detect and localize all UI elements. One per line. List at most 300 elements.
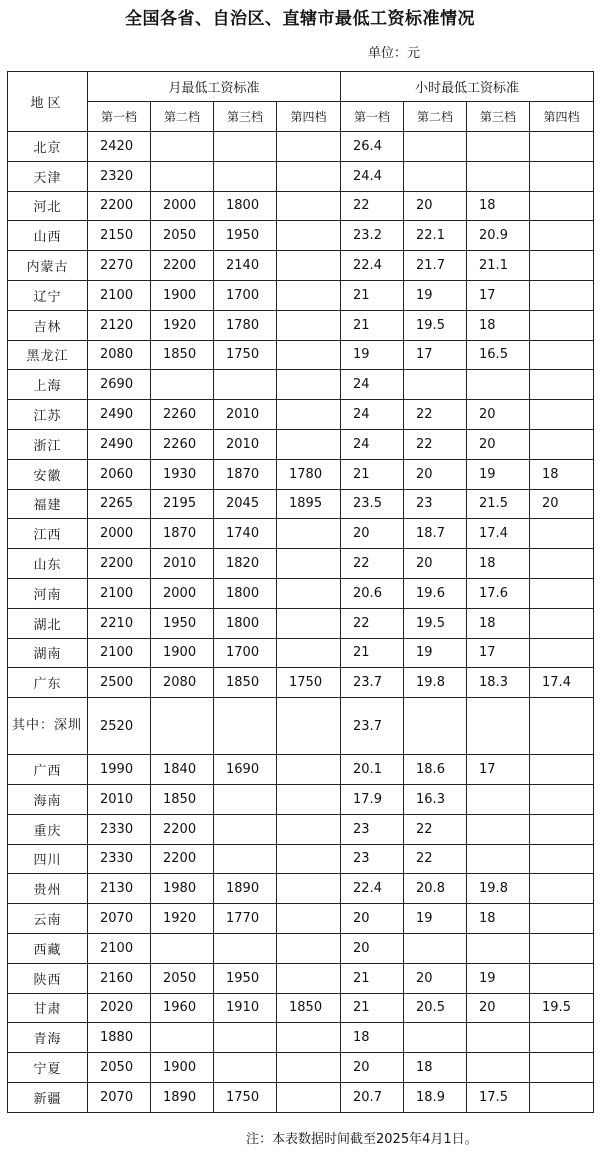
monthly-value-cell: 2000	[151, 191, 214, 221]
table-row	[8, 904, 594, 934]
monthly-value-cell	[277, 429, 341, 459]
hourly-value-cell: 22	[404, 844, 467, 874]
hourly-value-cell	[467, 844, 530, 874]
monthly-value-cell: 1700	[214, 638, 277, 668]
table-row	[8, 963, 594, 993]
monthly-value-cell: 2500	[88, 668, 151, 698]
hourly-value-cell	[530, 161, 594, 191]
monthly-value-cell: 2140	[214, 251, 277, 281]
hourly-value-cell	[467, 784, 530, 814]
hourly-value-cell: 19	[341, 340, 404, 370]
region-cell: 江苏	[8, 400, 88, 430]
hourly-value-cell: 23.7	[341, 668, 404, 698]
table-row	[8, 132, 594, 162]
hourly-value-cell: 19	[404, 280, 467, 310]
hourly-value-cell: 23.2	[341, 221, 404, 251]
monthly-value-cell: 1780	[214, 310, 277, 340]
monthly-value-cell: 1960	[151, 993, 214, 1023]
monthly-value-cell: 1950	[214, 963, 277, 993]
hourly-value-cell: 17.4	[530, 668, 594, 698]
hourly-value-cell	[530, 429, 594, 459]
monthly-value-cell: 1950	[214, 221, 277, 251]
table-body	[8, 132, 594, 1113]
header-region: 地区	[8, 72, 88, 132]
hourly-value-cell: 22	[404, 429, 467, 459]
region-cell: 重庆	[8, 814, 88, 844]
hourly-value-cell	[530, 755, 594, 785]
hourly-value-cell: 18.7	[404, 519, 467, 549]
monthly-value-cell	[277, 370, 341, 400]
hourly-value-cell: 20.8	[404, 874, 467, 904]
monthly-value-cell: 2690	[88, 370, 151, 400]
hourly-value-cell: 16.3	[404, 784, 467, 814]
monthly-value-cell	[277, 784, 341, 814]
region-cell: 河南	[8, 578, 88, 608]
hourly-value-cell: 17	[404, 340, 467, 370]
hourly-value-cell	[467, 1023, 530, 1053]
monthly-value-cell: 2200	[88, 549, 151, 579]
hourly-value-cell: 20	[404, 459, 467, 489]
monthly-value-cell	[214, 784, 277, 814]
region-cell: 山西	[8, 221, 88, 251]
monthly-value-cell	[277, 400, 341, 430]
hourly-value-cell	[530, 191, 594, 221]
monthly-value-cell: 1900	[151, 280, 214, 310]
monthly-value-cell	[214, 698, 277, 755]
monthly-value-cell: 2330	[88, 814, 151, 844]
monthly-value-cell: 1990	[88, 755, 151, 785]
monthly-value-cell: 2520	[88, 698, 151, 755]
monthly-value-cell: 2160	[88, 963, 151, 993]
monthly-value-cell: 2010	[214, 400, 277, 430]
hourly-value-cell: 18.3	[467, 668, 530, 698]
header-hourly-tier: 第一档	[341, 102, 404, 132]
hourly-value-cell	[404, 161, 467, 191]
region-cell: 宁夏	[8, 1053, 88, 1083]
monthly-value-cell: 1800	[214, 578, 277, 608]
monthly-value-cell: 1930	[151, 459, 214, 489]
monthly-value-cell	[277, 963, 341, 993]
monthly-value-cell: 2195	[151, 489, 214, 519]
monthly-value-cell: 1920	[151, 904, 214, 934]
hourly-value-cell: 17	[467, 755, 530, 785]
hourly-value-cell	[530, 221, 594, 251]
monthly-value-cell	[214, 1023, 277, 1053]
monthly-value-cell: 2130	[88, 874, 151, 904]
monthly-value-cell: 2070	[88, 1082, 151, 1112]
hourly-value-cell	[530, 578, 594, 608]
region-cell: 安徽	[8, 459, 88, 489]
hourly-value-cell	[404, 1023, 467, 1053]
hourly-value-cell: 23	[341, 844, 404, 874]
hourly-value-cell: 21	[341, 280, 404, 310]
monthly-value-cell: 1895	[277, 489, 341, 519]
hourly-value-cell: 21	[341, 459, 404, 489]
hourly-value-cell: 17.9	[341, 784, 404, 814]
hourly-value-cell	[530, 933, 594, 963]
footnote: 注：本表数据时间截至2025年4月1日。	[246, 1132, 478, 1147]
hourly-value-cell: 19	[467, 459, 530, 489]
hourly-value-cell: 22.4	[341, 874, 404, 904]
monthly-value-cell: 2045	[214, 489, 277, 519]
monthly-value-cell: 1870	[214, 459, 277, 489]
monthly-value-cell: 1900	[151, 1053, 214, 1083]
hourly-value-cell: 21.5	[467, 489, 530, 519]
region-cell: 江西	[8, 519, 88, 549]
hourly-value-cell: 20	[467, 993, 530, 1023]
monthly-value-cell	[277, 340, 341, 370]
table-row	[8, 221, 594, 251]
hourly-value-cell	[467, 132, 530, 162]
region-cell: 四川	[8, 844, 88, 874]
monthly-value-cell	[277, 191, 341, 221]
hourly-value-cell	[467, 161, 530, 191]
hourly-value-cell: 22.4	[341, 251, 404, 281]
table-row	[8, 161, 594, 191]
hourly-value-cell: 20.6	[341, 578, 404, 608]
hourly-value-cell: 19	[467, 963, 530, 993]
region-cell: 其中：深圳	[8, 698, 88, 755]
monthly-value-cell	[277, 1082, 341, 1112]
hourly-value-cell: 17.4	[467, 519, 530, 549]
monthly-value-cell: 1850	[151, 340, 214, 370]
hourly-value-cell	[530, 1023, 594, 1053]
hourly-value-cell	[530, 400, 594, 430]
hourly-value-cell: 18	[341, 1023, 404, 1053]
monthly-value-cell	[277, 933, 341, 963]
hourly-value-cell	[467, 1053, 530, 1083]
minimum-wage-table	[7, 71, 594, 1113]
monthly-value-cell	[277, 280, 341, 310]
monthly-value-cell	[277, 608, 341, 638]
hourly-value-cell: 20	[467, 400, 530, 430]
hourly-value-cell: 23.5	[341, 489, 404, 519]
hourly-value-cell	[530, 340, 594, 370]
monthly-value-cell: 1870	[151, 519, 214, 549]
table-row	[8, 784, 594, 814]
table-row	[8, 549, 594, 579]
monthly-value-cell: 2080	[151, 668, 214, 698]
header-hourly-tier: 第二档	[404, 102, 467, 132]
hourly-value-cell	[530, 638, 594, 668]
region-cell: 云南	[8, 904, 88, 934]
hourly-value-cell: 20.9	[467, 221, 530, 251]
monthly-value-cell: 1850	[214, 668, 277, 698]
hourly-value-cell: 18	[467, 191, 530, 221]
hourly-value-cell: 20	[341, 519, 404, 549]
monthly-value-cell: 2050	[151, 221, 214, 251]
hourly-value-cell	[530, 1053, 594, 1083]
table-row	[8, 370, 594, 400]
hourly-value-cell: 20	[341, 1053, 404, 1083]
hourly-value-cell: 18	[467, 549, 530, 579]
region-cell: 山东	[8, 549, 88, 579]
header-monthly-tier: 第二档	[151, 102, 214, 132]
monthly-value-cell	[151, 370, 214, 400]
hourly-value-cell	[530, 904, 594, 934]
hourly-value-cell: 20	[341, 933, 404, 963]
header-hourly-tier: 第三档	[467, 102, 530, 132]
hourly-value-cell: 19.8	[467, 874, 530, 904]
region-cell: 广西	[8, 755, 88, 785]
hourly-value-cell: 23.7	[341, 698, 404, 755]
monthly-value-cell	[277, 310, 341, 340]
header-monthly-tier: 第一档	[88, 102, 151, 132]
monthly-value-cell: 1880	[88, 1023, 151, 1053]
monthly-value-cell	[277, 161, 341, 191]
monthly-value-cell: 2100	[88, 280, 151, 310]
region-cell: 新疆	[8, 1082, 88, 1112]
monthly-value-cell	[151, 1023, 214, 1053]
monthly-value-cell	[277, 638, 341, 668]
monthly-value-cell	[151, 132, 214, 162]
monthly-value-cell	[214, 844, 277, 874]
monthly-value-cell: 2490	[88, 400, 151, 430]
monthly-value-cell: 2070	[88, 904, 151, 934]
table-row	[8, 459, 594, 489]
page-title: 全国各省、自治区、直辖市最低工资标准情况	[125, 9, 475, 29]
monthly-value-cell	[214, 933, 277, 963]
hourly-value-cell: 26.4	[341, 132, 404, 162]
hourly-value-cell	[467, 814, 530, 844]
hourly-value-cell: 24	[341, 370, 404, 400]
region-cell: 吉林	[8, 310, 88, 340]
region-cell: 内蒙古	[8, 251, 88, 281]
table-row	[8, 993, 594, 1023]
monthly-value-cell	[277, 221, 341, 251]
region-cell: 贵州	[8, 874, 88, 904]
hourly-value-cell: 24.4	[341, 161, 404, 191]
hourly-value-cell: 22	[404, 400, 467, 430]
table-row	[8, 698, 594, 755]
hourly-value-cell: 21	[341, 638, 404, 668]
table-row	[8, 844, 594, 874]
monthly-value-cell: 1850	[277, 993, 341, 1023]
monthly-value-cell: 2000	[88, 519, 151, 549]
monthly-value-cell: 2010	[151, 549, 214, 579]
monthly-value-cell	[277, 549, 341, 579]
hourly-value-cell: 17.5	[467, 1082, 530, 1112]
table-row	[8, 874, 594, 904]
monthly-value-cell	[214, 132, 277, 162]
hourly-value-cell: 22.1	[404, 221, 467, 251]
hourly-value-cell: 18	[467, 608, 530, 638]
monthly-value-cell	[214, 814, 277, 844]
monthly-value-cell: 2200	[88, 191, 151, 221]
hourly-value-cell: 22	[341, 191, 404, 221]
monthly-value-cell: 2060	[88, 459, 151, 489]
monthly-value-cell: 1750	[277, 668, 341, 698]
monthly-value-cell: 2150	[88, 221, 151, 251]
monthly-value-cell: 2200	[151, 844, 214, 874]
header-monthly: 月最低工资标准	[88, 72, 341, 102]
table-row	[8, 578, 594, 608]
region-cell: 湖北	[8, 608, 88, 638]
table-row	[8, 1082, 594, 1112]
monthly-value-cell	[151, 161, 214, 191]
hourly-value-cell: 20	[404, 191, 467, 221]
region-cell: 辽宁	[8, 280, 88, 310]
hourly-value-cell: 18.9	[404, 1082, 467, 1112]
monthly-value-cell: 2330	[88, 844, 151, 874]
monthly-value-cell: 1740	[214, 519, 277, 549]
monthly-value-cell: 2020	[88, 993, 151, 1023]
monthly-value-cell: 1920	[151, 310, 214, 340]
region-cell: 浙江	[8, 429, 88, 459]
hourly-value-cell: 19	[404, 904, 467, 934]
monthly-value-cell: 1750	[214, 340, 277, 370]
hourly-value-cell: 20	[341, 904, 404, 934]
region-cell: 甘肃	[8, 993, 88, 1023]
region-cell: 广东	[8, 668, 88, 698]
monthly-value-cell: 2050	[151, 963, 214, 993]
header-monthly-tier: 第四档	[277, 102, 341, 132]
hourly-value-cell: 24	[341, 400, 404, 430]
hourly-value-cell: 19.5	[404, 310, 467, 340]
hourly-value-cell	[530, 784, 594, 814]
hourly-value-cell: 17	[467, 638, 530, 668]
hourly-value-cell: 22	[341, 549, 404, 579]
monthly-value-cell	[277, 519, 341, 549]
monthly-value-cell: 2010	[88, 784, 151, 814]
monthly-value-cell	[277, 814, 341, 844]
hourly-value-cell	[530, 814, 594, 844]
monthly-value-cell: 2200	[151, 251, 214, 281]
monthly-value-cell	[277, 844, 341, 874]
monthly-value-cell: 1950	[151, 608, 214, 638]
hourly-value-cell: 20.5	[404, 993, 467, 1023]
hourly-value-cell	[530, 844, 594, 874]
hourly-value-cell: 19.5	[530, 993, 594, 1023]
unit-label: 单位：元	[368, 46, 421, 61]
monthly-value-cell	[214, 370, 277, 400]
monthly-value-cell: 2100	[88, 578, 151, 608]
hourly-value-cell: 17	[467, 280, 530, 310]
monthly-value-cell: 2260	[151, 400, 214, 430]
hourly-value-cell: 18	[404, 1053, 467, 1083]
region-cell: 黑龙江	[8, 340, 88, 370]
monthly-value-cell: 2100	[88, 638, 151, 668]
hourly-value-cell	[530, 963, 594, 993]
monthly-value-cell: 2050	[88, 1053, 151, 1083]
hourly-value-cell	[404, 132, 467, 162]
hourly-value-cell	[404, 698, 467, 755]
monthly-value-cell	[277, 1053, 341, 1083]
hourly-value-cell: 20	[404, 963, 467, 993]
hourly-value-cell	[530, 608, 594, 638]
table-row	[8, 668, 594, 698]
monthly-value-cell: 2490	[88, 429, 151, 459]
monthly-value-cell: 2210	[88, 608, 151, 638]
monthly-value-cell: 1910	[214, 993, 277, 1023]
hourly-value-cell	[530, 549, 594, 579]
table-row	[8, 340, 594, 370]
table-row	[8, 280, 594, 310]
hourly-value-cell: 19	[404, 638, 467, 668]
table-row	[8, 1053, 594, 1083]
hourly-value-cell: 20	[467, 429, 530, 459]
monthly-value-cell	[151, 698, 214, 755]
hourly-value-cell: 19.6	[404, 578, 467, 608]
monthly-value-cell	[277, 251, 341, 281]
hourly-value-cell: 21	[341, 993, 404, 1023]
hourly-value-cell	[467, 370, 530, 400]
monthly-value-cell	[277, 1023, 341, 1053]
hourly-value-cell	[530, 251, 594, 281]
region-cell: 陕西	[8, 963, 88, 993]
hourly-value-cell	[530, 519, 594, 549]
hourly-value-cell: 21.7	[404, 251, 467, 281]
hourly-value-cell: 18	[467, 310, 530, 340]
hourly-value-cell: 22	[341, 608, 404, 638]
monthly-value-cell: 1820	[214, 549, 277, 579]
hourly-value-cell	[404, 933, 467, 963]
hourly-value-cell: 23	[341, 814, 404, 844]
hourly-value-cell	[530, 132, 594, 162]
region-cell: 北京	[8, 132, 88, 162]
monthly-value-cell	[214, 1053, 277, 1083]
hourly-value-cell	[530, 698, 594, 755]
table-row	[8, 814, 594, 844]
monthly-value-cell: 2200	[151, 814, 214, 844]
hourly-value-cell	[530, 874, 594, 904]
hourly-value-cell: 19.8	[404, 668, 467, 698]
hourly-value-cell: 23	[404, 489, 467, 519]
monthly-value-cell: 1890	[214, 874, 277, 904]
monthly-value-cell: 2100	[88, 933, 151, 963]
monthly-value-cell: 1900	[151, 638, 214, 668]
monthly-value-cell: 2270	[88, 251, 151, 281]
monthly-value-cell: 2260	[151, 429, 214, 459]
table-row	[8, 638, 594, 668]
hourly-value-cell: 18.6	[404, 755, 467, 785]
monthly-value-cell: 1700	[214, 280, 277, 310]
table-row	[8, 1023, 594, 1053]
hourly-value-cell: 20	[404, 549, 467, 579]
region-cell: 海南	[8, 784, 88, 814]
monthly-value-cell	[214, 161, 277, 191]
monthly-value-cell: 1780	[277, 459, 341, 489]
table-row	[8, 933, 594, 963]
region-cell: 福建	[8, 489, 88, 519]
monthly-value-cell	[151, 933, 214, 963]
monthly-value-cell: 1800	[214, 608, 277, 638]
region-cell: 青海	[8, 1023, 88, 1053]
hourly-value-cell: 16.5	[467, 340, 530, 370]
table-row	[8, 608, 594, 638]
table-row	[8, 519, 594, 549]
table-row	[8, 429, 594, 459]
header-hourly: 小时最低工资标准	[341, 72, 594, 102]
monthly-value-cell: 2420	[88, 132, 151, 162]
hourly-value-cell: 18	[467, 904, 530, 934]
hourly-value-cell: 24	[341, 429, 404, 459]
monthly-value-cell	[277, 755, 341, 785]
hourly-value-cell	[530, 370, 594, 400]
hourly-value-cell	[467, 698, 530, 755]
table-row	[8, 400, 594, 430]
hourly-value-cell: 20.1	[341, 755, 404, 785]
hourly-value-cell	[467, 933, 530, 963]
region-cell: 西藏	[8, 933, 88, 963]
hourly-value-cell	[404, 370, 467, 400]
monthly-value-cell	[277, 874, 341, 904]
monthly-value-cell	[277, 132, 341, 162]
table-row	[8, 191, 594, 221]
hourly-value-cell	[530, 280, 594, 310]
hourly-value-cell: 18	[530, 459, 594, 489]
monthly-value-cell	[277, 698, 341, 755]
